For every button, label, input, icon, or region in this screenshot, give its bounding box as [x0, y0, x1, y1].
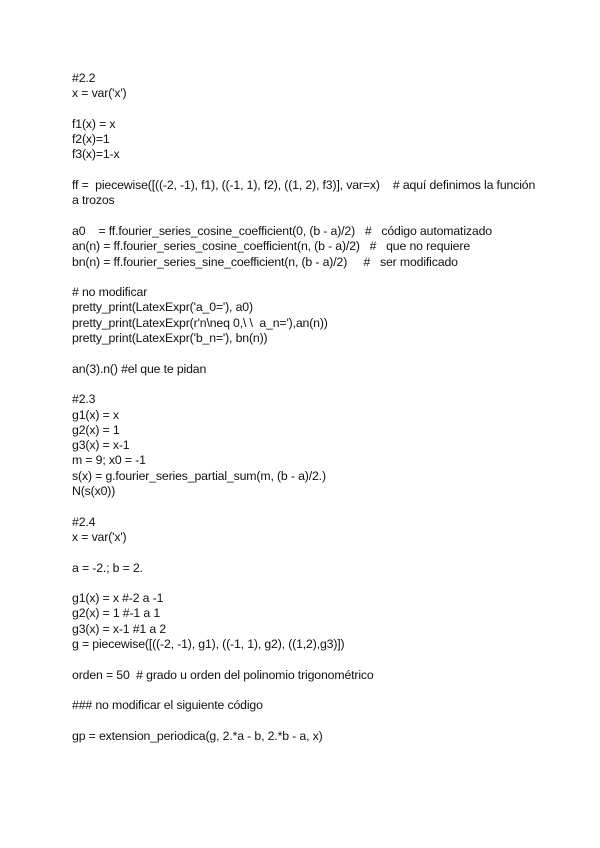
code-line: an(3).n() #el que te pidan — [72, 361, 207, 376]
code-line: f3(x)=1-x — [72, 147, 120, 162]
code-line: g1(x) = x #-2 a -1 — [72, 591, 164, 606]
code-line: g3(x) = x-1 — [72, 438, 130, 453]
code-line: a0 = ff.fourier_series_cosine_coefficient(0, (b - a)/2) # código automatizado — [72, 223, 492, 238]
code-line: x = var('x') — [72, 529, 127, 544]
code-line: g = piecewise([((-2, -1), g1), ((-1, 1), g2), ((1,2),g3)]) — [72, 636, 345, 651]
code-line: pretty_print(LatexExpr('b_n='), bn(n)) — [72, 331, 268, 346]
code-line: g3(x) = x-1 #1 a 2 — [72, 621, 167, 636]
code-line: #2.2 — [72, 71, 96, 85]
blank-line — [72, 209, 542, 224]
code-line: g2(x) = 1 — [72, 422, 120, 437]
code-line: orden = 50 # grado u orden del polinomio trigonométrico — [72, 667, 374, 682]
code-line: s(x) = g.fourier_series_partial_sum(m, (b - a)/2.) — [72, 468, 326, 483]
blank-line — [72, 683, 542, 698]
code-line: m = 9; x0 = -1 — [72, 453, 146, 468]
code-line: f1(x) = x — [72, 116, 116, 131]
code-line: f2(x)=1 — [72, 132, 110, 147]
code-line: x = var('x') — [72, 86, 127, 101]
blank-line — [72, 377, 542, 392]
code-line: ### no modificar el siguiente código — [72, 698, 263, 713]
code-line: g2(x) = 1 #-1 a 1 — [72, 606, 161, 621]
blank-line — [72, 270, 542, 285]
code-line: bn(n) = ff.fourier_series_sine_coefficient(n, (b - a)/2) # ser modificado — [72, 254, 458, 269]
code-text-block — [72, 71, 542, 744]
code-line: pretty_print(LatexExpr('a_0='), a0) — [72, 300, 253, 315]
blank-line — [72, 576, 542, 591]
code-line: N(s(x0)) — [72, 484, 116, 499]
blank-line — [72, 163, 542, 178]
code-line: #2.4 — [72, 514, 96, 529]
blank-line — [72, 102, 542, 117]
code-line: gp = extension_periodica(g, 2.*a - b, 2.*b - a, x) — [72, 728, 323, 743]
code-line: #2.3 — [72, 392, 96, 407]
code-line: pretty_print(LatexExpr(r'n\neq 0,\ \ a_n='),an(n)) — [72, 315, 328, 330]
code-line: ff = piecewise([((-2, -1), f1), ((-1, 1), f2), ((1, 2), f3)], var=x) # aquí definimos la función a trozos — [72, 178, 539, 208]
blank-line — [72, 499, 542, 514]
code-line: # no modificar — [72, 285, 148, 300]
code-line: g1(x) = x — [72, 407, 119, 422]
blank-line — [72, 652, 542, 667]
blank-line — [72, 346, 542, 361]
code-line: an(n) = ff.fourier_series_cosine_coefficient(n, (b - a)/2) # que no requiere — [72, 239, 471, 254]
blank-line — [72, 713, 542, 728]
blank-line — [72, 545, 542, 560]
code-line: a = -2.; b = 2. — [72, 560, 143, 575]
